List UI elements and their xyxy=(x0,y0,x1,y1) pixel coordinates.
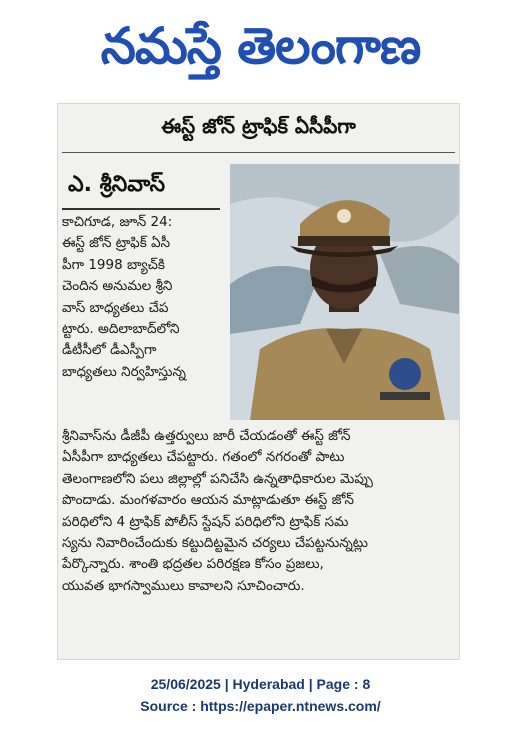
article-line: ఈస్ట్ జోన్ ట్రాఫిక్ ఏసీ xyxy=(62,235,171,252)
article-line: పరిధిలోని 4 ట్రాఫిక్ పోలీస్ స్టేషన్ పరిధిలోని ట్రాఫిక్ సమ xyxy=(62,513,349,530)
footer-source: Source : https://epaper.ntnews.com/ xyxy=(140,698,381,714)
article-line: పేర్కొన్నారు. శాంతి భద్రతల పరిరక్షణ కోసం ప్రజలు, xyxy=(62,556,324,573)
officer-photo xyxy=(230,164,459,420)
newspaper-masthead: నమస్తే తెలంగాణ xyxy=(100,17,421,75)
news-clipping xyxy=(57,103,460,660)
article-line: కాచిగూడ, జూన్ 24: xyxy=(62,214,173,230)
article-line: యువత భాగస్వాములు కావాలని సూచించారు. xyxy=(62,577,305,594)
article-line: వాస్ బాధ్యతలు చేప xyxy=(62,299,169,316)
article-line: చెందిన అనుమల శ్రీని xyxy=(62,278,173,295)
article-line: బాధ్యతలు నిర్వహిస్తున్న xyxy=(62,363,186,380)
article-line: ట్టారు. అదిలాబాద్‌లోని xyxy=(62,321,180,338)
article-line: శ్రీనివాస్‌ను డీజీపీ ఉత్తర్వులు జారీ చేయడంతో ఈస్ట్ జోన్ xyxy=(62,428,351,444)
article-line: ఏసీపీగా బాధ్యతలు చేపట్టారు. గతంలో నగరంతో పాటు xyxy=(62,449,345,466)
article-line: స్యను నివారించేందుకు కట్టుదిట్టమైన చర్యలు చేపట్టనున్నట్లు xyxy=(62,535,368,552)
headline-rule xyxy=(62,152,455,153)
article-headline: ఈస్ట్ జోన్ ట్రాఫిక్ ఏసీపీగా xyxy=(161,114,356,138)
article-byline: ఎ. శ్రీనివాస్ xyxy=(68,172,166,197)
article-line: పీగా 1998 బ్యాచ్‌కి xyxy=(62,256,165,273)
article-body-text xyxy=(62,426,455,597)
footer-date-page: 25/06/2025 | Hyderabad | Page : 8 xyxy=(150,676,371,692)
article-line: పొందాడు. మంగళవారం ఆయన మాట్లాడుతూ ఈస్ట్ జోన్ xyxy=(62,492,354,509)
article-line: డీటీసీలో డీఎస్పీగా xyxy=(62,342,157,359)
byline-rule xyxy=(62,208,220,210)
article-column-text xyxy=(62,212,222,383)
article-line: తెలంగాణలోని పలు జిల్లాల్లో పనిచేసి ఉన్నతాధికారుల మెప్పు xyxy=(62,470,373,487)
